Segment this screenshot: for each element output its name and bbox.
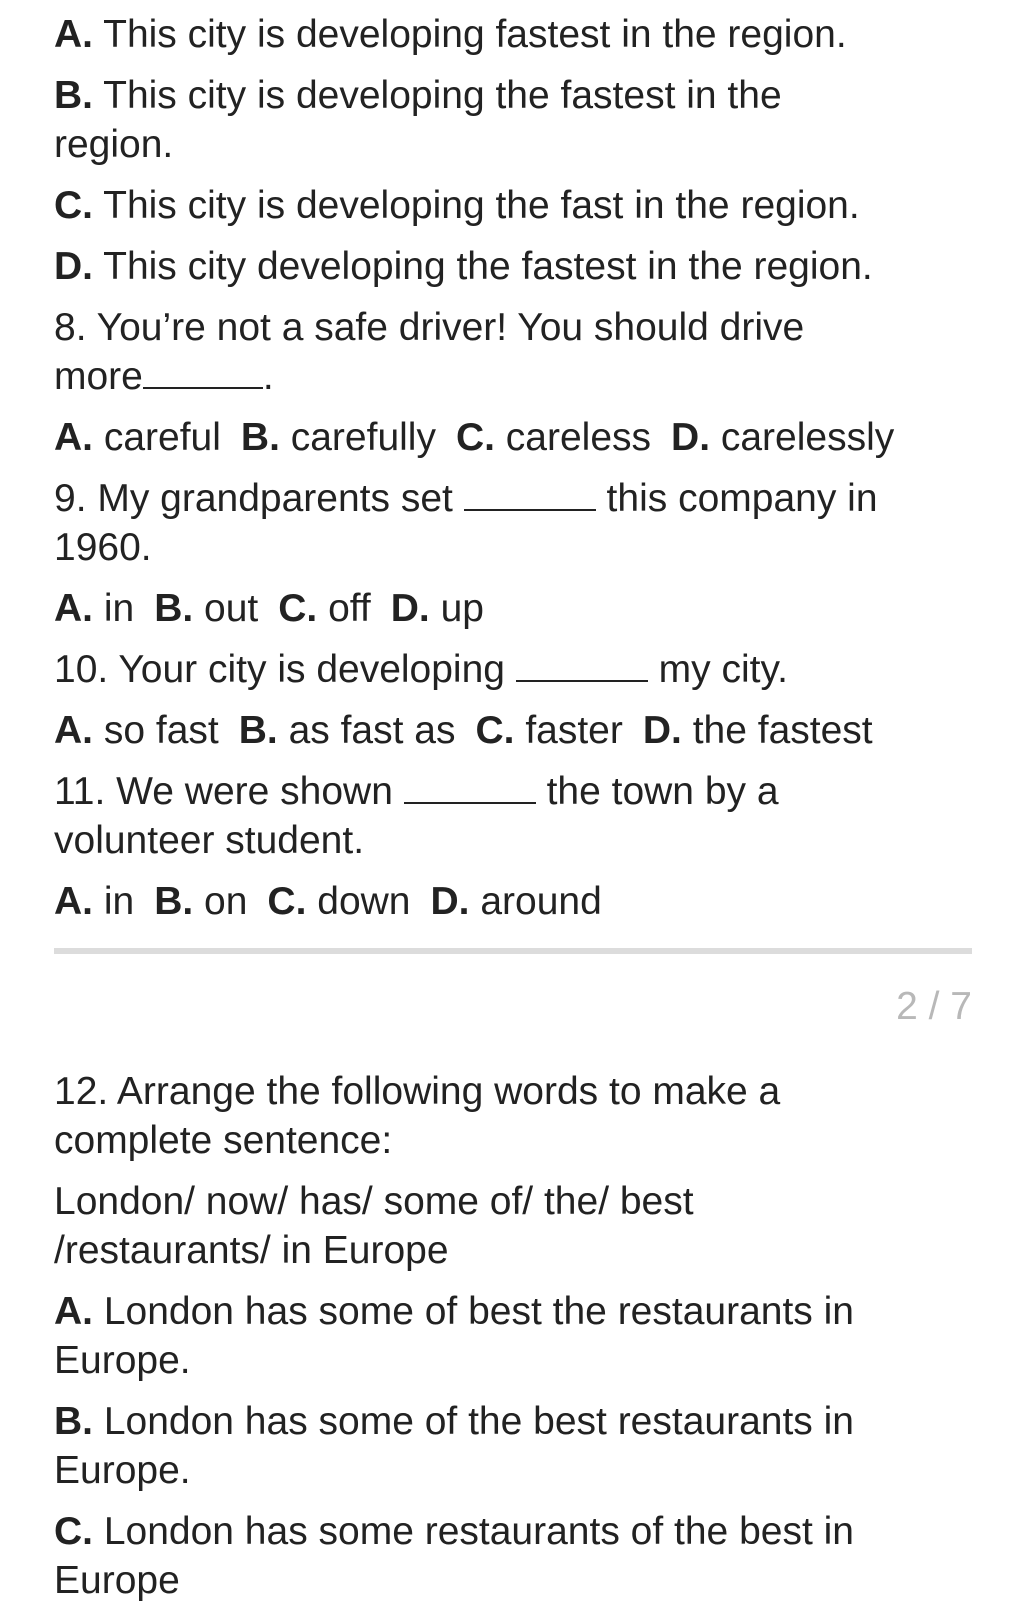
q11-blank — [404, 772, 536, 804]
q9-option-a[interactable]: A. in — [54, 587, 135, 630]
q8-option-c[interactable]: C. careless — [455, 416, 652, 459]
q10-blank — [516, 650, 648, 682]
q8-option-a[interactable]: A. careful — [54, 416, 221, 459]
q11-question: 11. We were shown the town by a volunteer student. — [54, 770, 779, 862]
q7-option-d[interactable]: D. This city developing the fastest in the region. — [54, 245, 873, 288]
q8-options — [54, 413, 984, 462]
q10-option-c[interactable]: C. faster — [475, 709, 623, 752]
q10-option-a[interactable]: A. so fast — [54, 709, 219, 752]
q12-option-a[interactable]: A. London has some of best the restaurants in Europe. — [54, 1290, 854, 1382]
q9-question: 9. My grandparents set this company in 1960. — [54, 477, 878, 569]
q11-option-a[interactable]: A. in — [54, 880, 135, 923]
q8-question: 8. You’re not a safe driver! You should drive more . — [54, 306, 805, 398]
q11-option-b[interactable]: B. on — [154, 880, 248, 923]
q9-option-d[interactable]: D. up — [390, 587, 484, 630]
q7-option-c[interactable]: C. This city is developing the fast in the region. — [54, 184, 860, 227]
q8-option-d[interactable]: D. carelessly — [671, 416, 895, 459]
q9-option-b[interactable]: B. out — [154, 587, 259, 630]
quiz-page — [54, 0, 984, 1605]
q12-option-c[interactable]: C. London has some restaurants of the best in Europe — [54, 1510, 854, 1602]
q8-blank — [143, 357, 263, 389]
q12-option-b[interactable]: B. London has some of the best restaurants in Europe. — [54, 1400, 854, 1492]
q9-options — [54, 584, 984, 633]
q10-option-b[interactable]: B. as fast as — [238, 709, 456, 752]
page-divider — [54, 948, 972, 954]
q7-option-b[interactable]: B. This city is developing the fastest in the region. — [54, 74, 782, 166]
q12-question: 12. Arrange the following words to make a complete sentence: — [54, 1070, 781, 1162]
page-indicator: 2 / 7 — [896, 985, 972, 1028]
q10-question: 10. Your city is developing my city. — [54, 648, 788, 691]
q9-blank — [464, 479, 596, 511]
q11-options — [54, 877, 984, 926]
q7-option-a[interactable]: A. This city is developing fastest in the region. — [54, 13, 847, 56]
q8-option-b[interactable]: B. carefully — [240, 416, 436, 459]
q11-option-c[interactable]: C. down — [267, 880, 411, 923]
q9-option-c[interactable]: C. off — [278, 587, 371, 630]
q10-options — [54, 706, 984, 755]
q12-words: London/ now/ has/ some of/ the/ best /restaurants/ in Europe — [54, 1180, 694, 1272]
q11-option-d[interactable]: D. around — [430, 880, 602, 923]
q10-option-d[interactable]: D. the fastest — [642, 709, 873, 752]
